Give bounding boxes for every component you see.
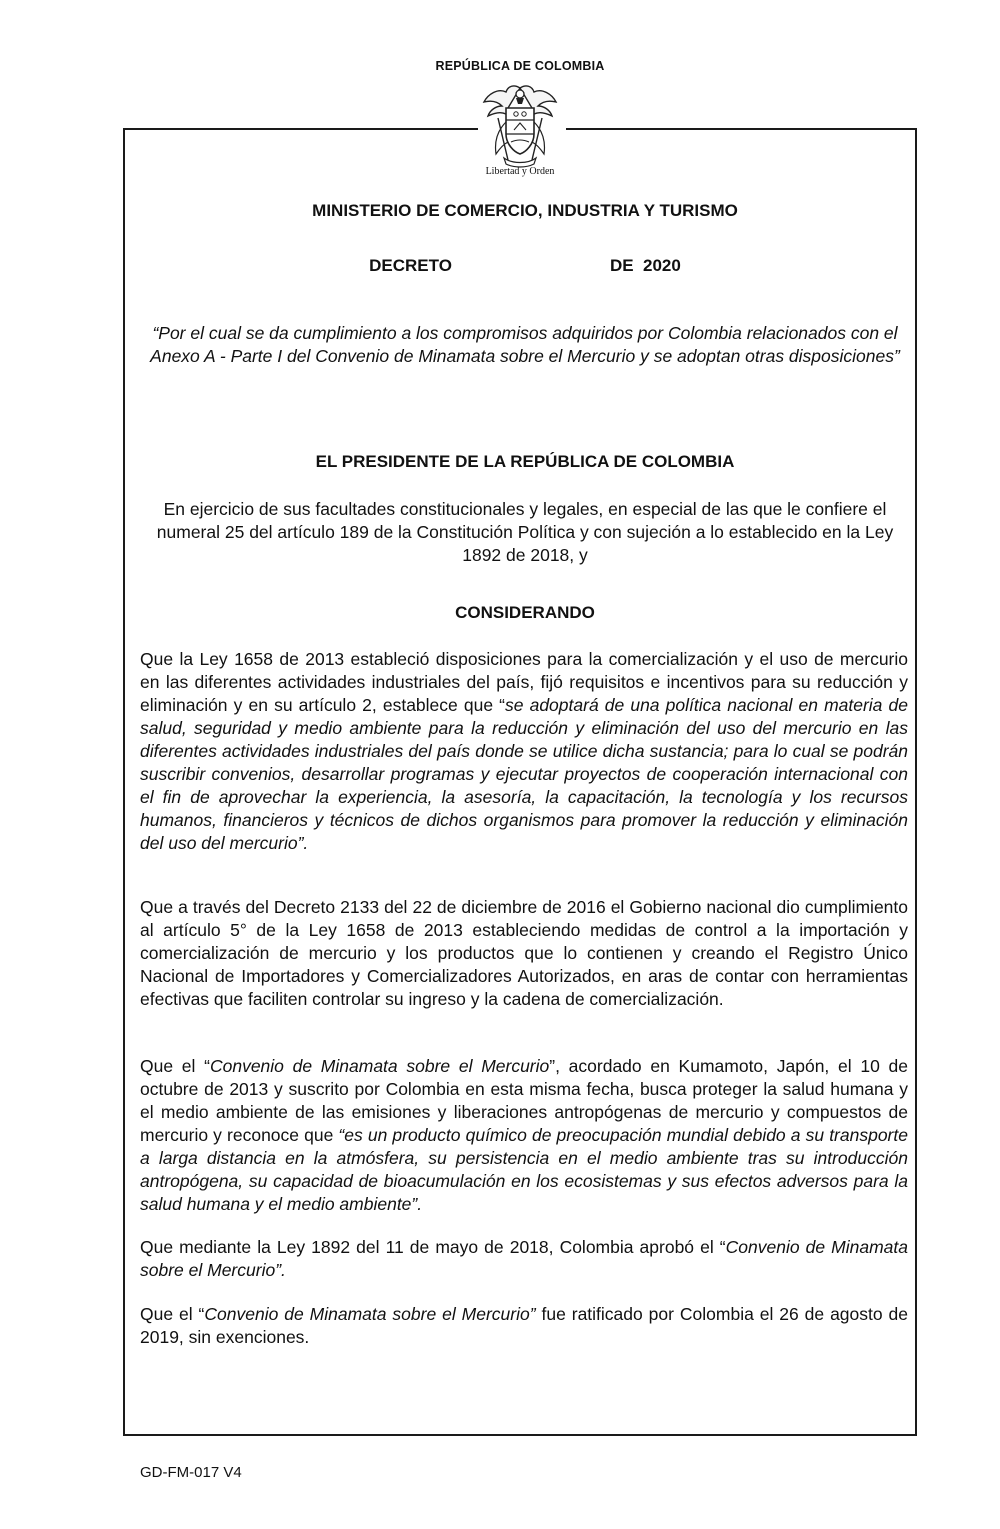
decree-subject: “Por el cual se da cumplimiento a los compromisos adquiridos por Colombia relacionados con el Anexo A - Parte I del Convenio de Minamata sobre el Mercurio y se adoptan otras disposiciones” [150,323,900,366]
paragraph-text: Que mediante la Ley 1892 del 11 de mayo de 2018, Colombia aprobó el “ [140,1237,726,1257]
paragraph-quote: se adoptará de una política nacional en materia de salud, seguridad y medio ambiente para la reducción y eliminación del uso del mercurio en las diferentes actividades industriales del país donde se utilice dicha sustancia; para lo cual se podrán suscribir convenios, desarrollar programas y ejecutar proyectos de cooperación internacional con el fin de aprovechar la experiencia, la asesoría, la capacitación, la tecnología y los recursos humanos, financieros y técnicos de dichos organismos para promover la reducción y eliminación del uso del mercurio”. [140,695,908,853]
country-heading: REPÚBLICA DE COLOMBIA [435,59,605,73]
considering-paragraph-5 [140,1303,908,1349]
ministry-heading: MINISTERIO DE COMERCIO, INDUSTRIA Y TURISMO [312,201,738,220]
decree-label: DECRETO [369,256,452,275]
paragraph-text: ”, acordado en Kumamoto, Japón, el 10 de octubre de 2013 y suscrito por Colombia en esta misma fecha, busca proteger la salud humana y el medio ambiente de las emisiones y liberaciones antropógenas de mercurio y compuestos de mercurio y reconoce que [140,1056,908,1145]
considering-heading: CONSIDERANDO [455,603,595,622]
considering-paragraph-2: Que a través del Decreto 2133 del 22 de diciembre de 2016 el Gobierno nacional dio cumplimiento al artículo 5° de la Ley 1658 de 2013 estableciendo medidas de control a la importación y comercialización de mercurio y los productos que lo contienen y creando el Registro Único Nacional de Importadores y Comercializadores Autorizados, en aras de contar con herramientas efectivas que faciliten controlar su ingreso y la cadena de comercialización. [140,897,908,1009]
powers-paragraph: En ejercicio de sus facultades constitucionales y legales, en especial de las que le confiere el numeral 25 del artículo 189 de la Constitución Política y con sujeción a lo establecido en la Ley 1892 de 2018, y [156,499,894,565]
paragraph-text: Que el “ [140,1304,205,1324]
paragraph-title: Convenio de Minamata sobre el Mercurio [209,1056,550,1076]
considering-paragraph-3 [140,1055,908,1216]
considering-paragraph-1 [140,648,908,855]
paragraph-quote: “es un producto químico de preocupación mundial debido a su transporte a larga distancia en la atmósfera, su persistencia en el medio ambiente tras su introducción antropógena, su capacidad de bioacumulación en los ecosistemas y sus efectos adversos para la salud humana y el medio ambiente”. [140,1125,908,1214]
considering-paragraph-4 [140,1236,908,1282]
decree-line [140,256,910,276]
paragraph-text: fue ratificado por Colombia el 26 de agosto de 2019, sin exenciones. [140,1304,909,1347]
president-heading: EL PRESIDENTE DE LA REPÚBLICA DE COLOMBIA [315,452,735,471]
paragraph-text: Que la Ley 1658 de 2013 estableció disposiciones para la comercialización y el uso de mercurio en las diferentes actividades industriales del país, fijó requisitos e incentivos para su reducción y eliminación y en su artículo 2, establece que “ [140,649,908,715]
decree-year: DE 2020 [609,256,681,275]
form-code: GD-FM-017 V4 [140,1464,242,1481]
paragraph-title: Convenio de Minamata sobre el Mercurio” [204,1304,536,1324]
paragraph-text: Que el “ [140,1056,210,1076]
seal-motto: Libertad y Orden [485,166,555,177]
paragraph-title: Convenio de Minamata sobre el Mercurio”. [140,1237,908,1280]
